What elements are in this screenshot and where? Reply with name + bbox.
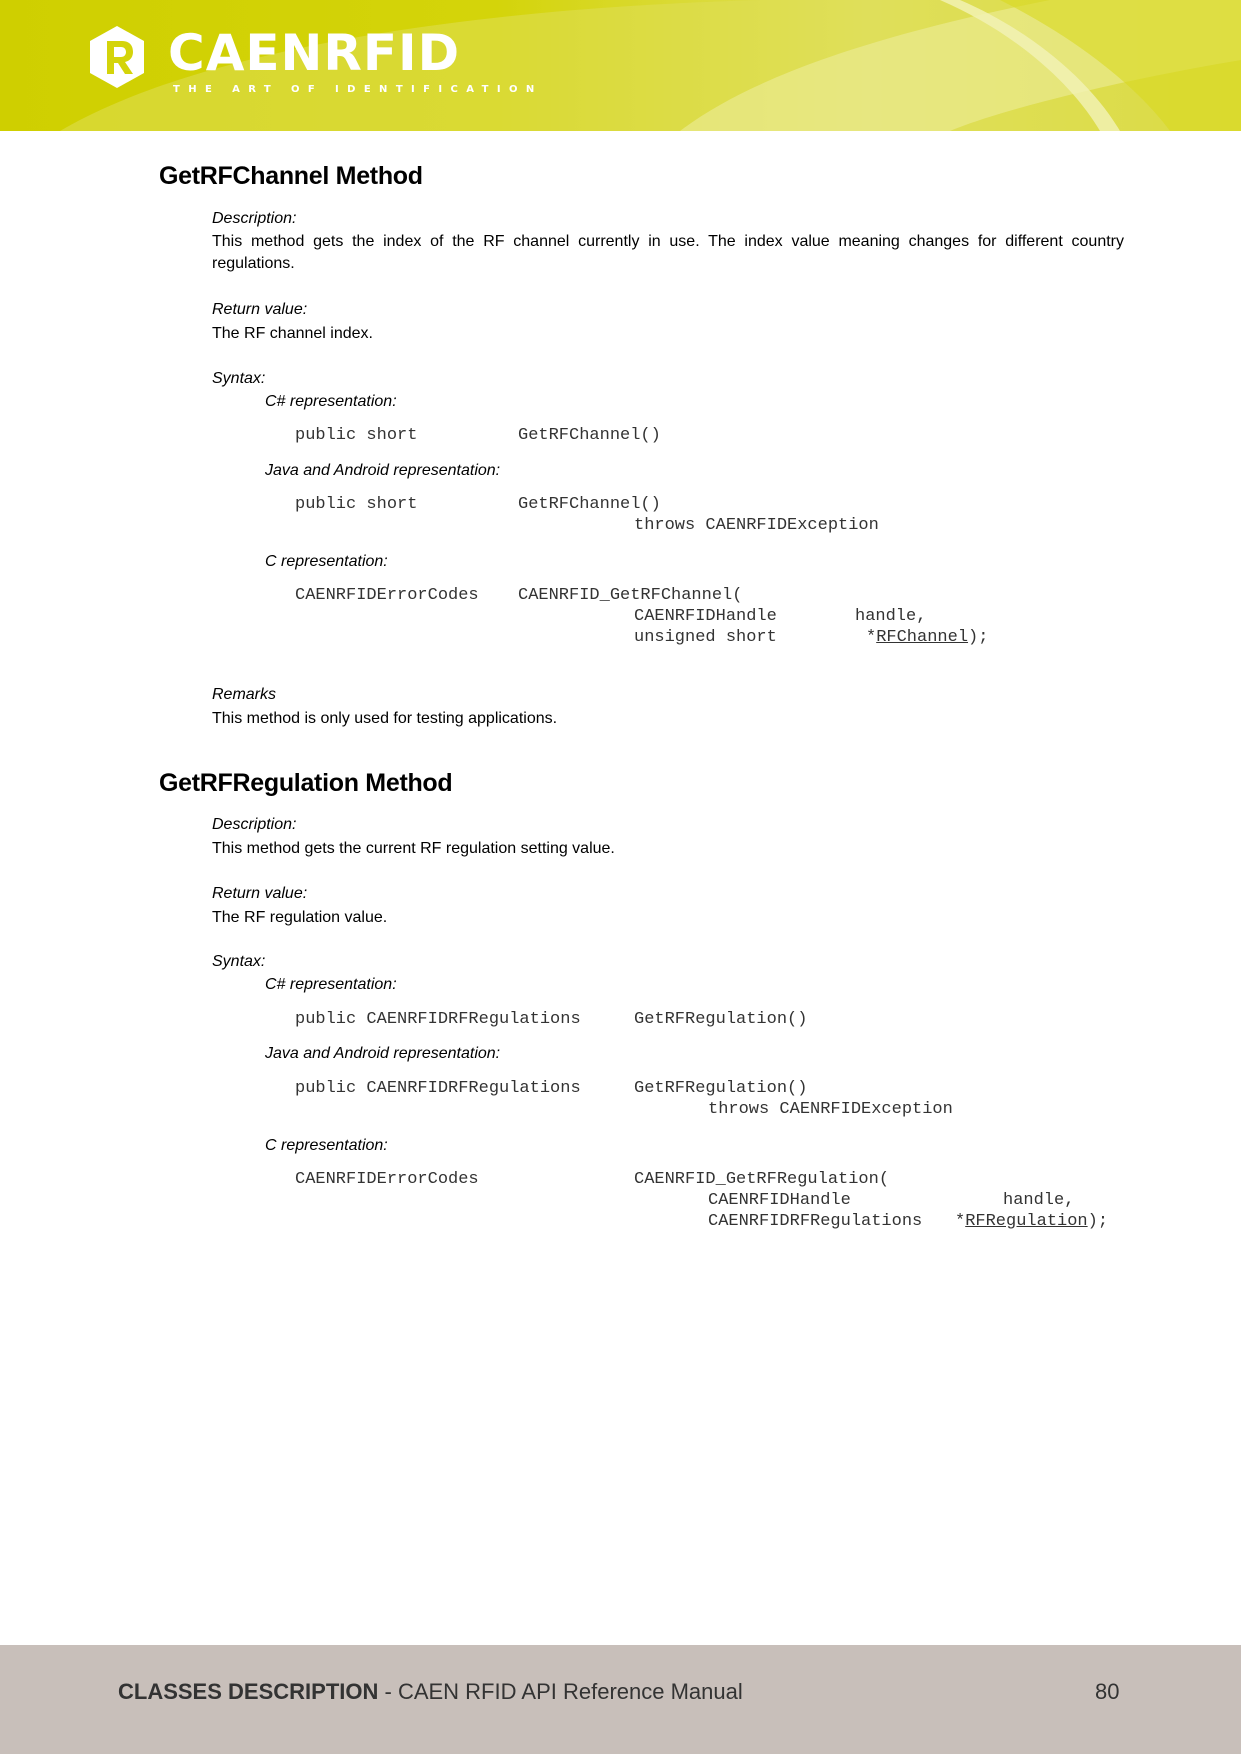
return-value-text: The RF channel index. <box>212 325 373 342</box>
csharp-method-signature: GetRFChannel() <box>518 426 661 445</box>
c-param-type: CAENRFIDHandle <box>634 607 777 626</box>
csharp-label: C# representation: <box>265 393 397 410</box>
logo-wordmark: CAENRFID <box>168 24 461 82</box>
c-param-type: CAENRFIDRFRegulations <box>708 1212 923 1231</box>
page-header <box>0 0 1241 131</box>
c-return-type: CAENRFIDErrorCodes <box>295 1170 479 1189</box>
java-throws-clause: throws CAENRFIDException <box>634 516 879 535</box>
java-return-type: public short <box>295 495 418 514</box>
csharp-label: C# representation: <box>265 976 397 993</box>
csharp-method-signature: GetRFRegulation() <box>634 1010 808 1029</box>
c-method-signature: CAENRFID_GetRFRegulation( <box>634 1170 890 1189</box>
c-param-name: handle, <box>1003 1191 1075 1210</box>
c-param-name: *RFChannel); <box>866 628 989 647</box>
return-value-label: Return value: <box>212 885 308 902</box>
java-label: Java and Android representation: <box>265 1045 501 1062</box>
syntax-label: Syntax: <box>212 953 266 970</box>
section-title: GetRFChannel Method <box>159 162 423 190</box>
brand-logo <box>88 24 543 95</box>
c-label: C representation: <box>265 553 388 570</box>
c-param-name: handle, <box>855 607 927 626</box>
section-title: GetRFRegulation Method <box>159 769 453 797</box>
java-return-type: public CAENRFIDRFRegulations <box>295 1079 581 1098</box>
description-text: This method gets the index of the RF channel currently in use. The index value meaning changes for different country regulations. <box>212 233 1124 272</box>
page-footer <box>0 1645 1241 1754</box>
page-number: 80 <box>1095 1679 1120 1704</box>
description-text: This method gets the current RF regulation setting value. <box>212 840 615 857</box>
java-method-signature: GetRFRegulation() <box>634 1079 808 1098</box>
c-param-link[interactable]: RFRegulation <box>965 1212 1088 1231</box>
c-return-type: CAENRFIDErrorCodes <box>295 586 479 605</box>
csharp-return-type: public CAENRFIDRFRegulations <box>295 1010 581 1029</box>
logo-tagline: THE ART OF IDENTIFICATION <box>173 84 543 95</box>
c-param-name: *RFRegulation); <box>955 1212 1109 1231</box>
footer-manual-name: CAEN RFID API Reference Manual <box>397 1679 743 1704</box>
remarks-text: This method is only used for testing applications. <box>212 710 558 727</box>
c-label: C representation: <box>265 1137 388 1154</box>
java-label: Java and Android representation: <box>265 462 501 479</box>
c-method-signature: CAENRFID_GetRFChannel( <box>518 586 743 605</box>
c-param-link[interactable]: RFChannel <box>876 628 969 647</box>
csharp-return-type: public short <box>295 426 418 445</box>
description-label: Description: <box>212 816 297 833</box>
java-throws-clause: throws CAENRFIDException <box>708 1100 953 1119</box>
return-value-text: The RF regulation value. <box>212 909 388 926</box>
remarks-label: Remarks <box>212 686 277 703</box>
return-value-label: Return value: <box>212 301 308 318</box>
description-label: Description: <box>212 210 297 227</box>
logo-r-hexagon-icon <box>88 24 146 90</box>
c-param-type: unsigned short <box>634 628 777 647</box>
footer-section: CLASSES DESCRIPTION <box>118 1679 379 1704</box>
java-method-signature: GetRFChannel() <box>518 495 661 514</box>
syntax-label: Syntax: <box>212 370 266 387</box>
c-param-type: CAENRFIDHandle <box>708 1191 851 1210</box>
footer-title: CLASSES DESCRIPTION - CAEN RFID API Reference Manual <box>118 1679 743 1704</box>
